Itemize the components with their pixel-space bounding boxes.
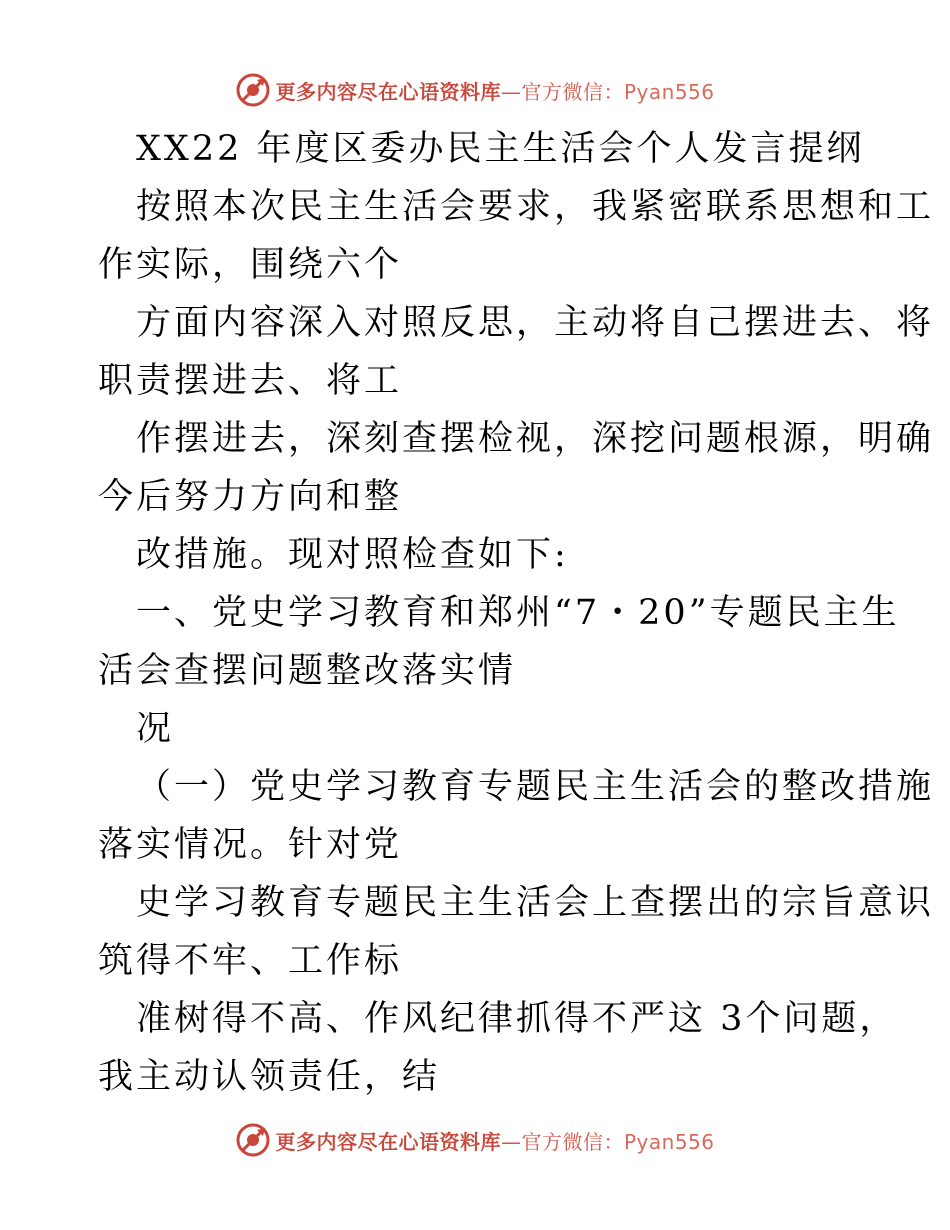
watermark-text: 更多内容尽在心语资料库—官方微信：Pyan556 bbox=[275, 79, 715, 104]
brand-logo-icon bbox=[235, 1122, 271, 1158]
paragraph-line: 落实情况。针对党 bbox=[98, 825, 403, 865]
paragraph-line: 筑得不牢、工作标 bbox=[98, 941, 403, 981]
paragraph-line: 方面内容深入对照反思，主动将自己摆进去、将 bbox=[136, 303, 935, 343]
paragraph-line: 一、党史学习教育和郑州“7・20”专题民主生 bbox=[136, 593, 900, 633]
brand-logo-icon bbox=[235, 72, 271, 108]
watermark-text: 更多内容尽在心语资料库—官方微信：Pyan556 bbox=[275, 1129, 715, 1154]
header-watermark bbox=[0, 68, 950, 112]
paragraph-line: 职责摆进去、将工 bbox=[98, 361, 403, 401]
document-body bbox=[98, 120, 935, 1106]
paragraph-line: 活会查摆问题整改落实情 bbox=[98, 651, 517, 691]
paragraph-line: 按照本次民主生活会要求，我紧密联系思想和工 bbox=[136, 187, 935, 227]
paragraph-line: 史学习教育专题民主生活会上查摆出的宗旨意识 bbox=[136, 883, 935, 923]
paragraph-line: 况 bbox=[136, 709, 175, 749]
paragraph-line: 我主动认领责任，结 bbox=[98, 1057, 441, 1097]
paragraph-line: 今后努力方向和整 bbox=[98, 477, 403, 517]
paragraph-line: （一）党史学习教育专题民主生活会的整改措施 bbox=[136, 767, 935, 807]
paragraph-line: 作摆进去，深刻查摆检视，深挖问题根源，明确 bbox=[136, 419, 935, 459]
footer-watermark bbox=[0, 1118, 950, 1162]
paragraph-line: 准树得不高、作风纪律抓得不严这 3个问题， bbox=[136, 999, 898, 1039]
paragraph-line: 改措施。现对照检查如下: bbox=[136, 535, 569, 575]
paragraph-line: 作实际，围绕六个 bbox=[98, 245, 403, 285]
document-title: XX22 年度区委办民主生活会个人发言提纲 bbox=[136, 129, 865, 169]
